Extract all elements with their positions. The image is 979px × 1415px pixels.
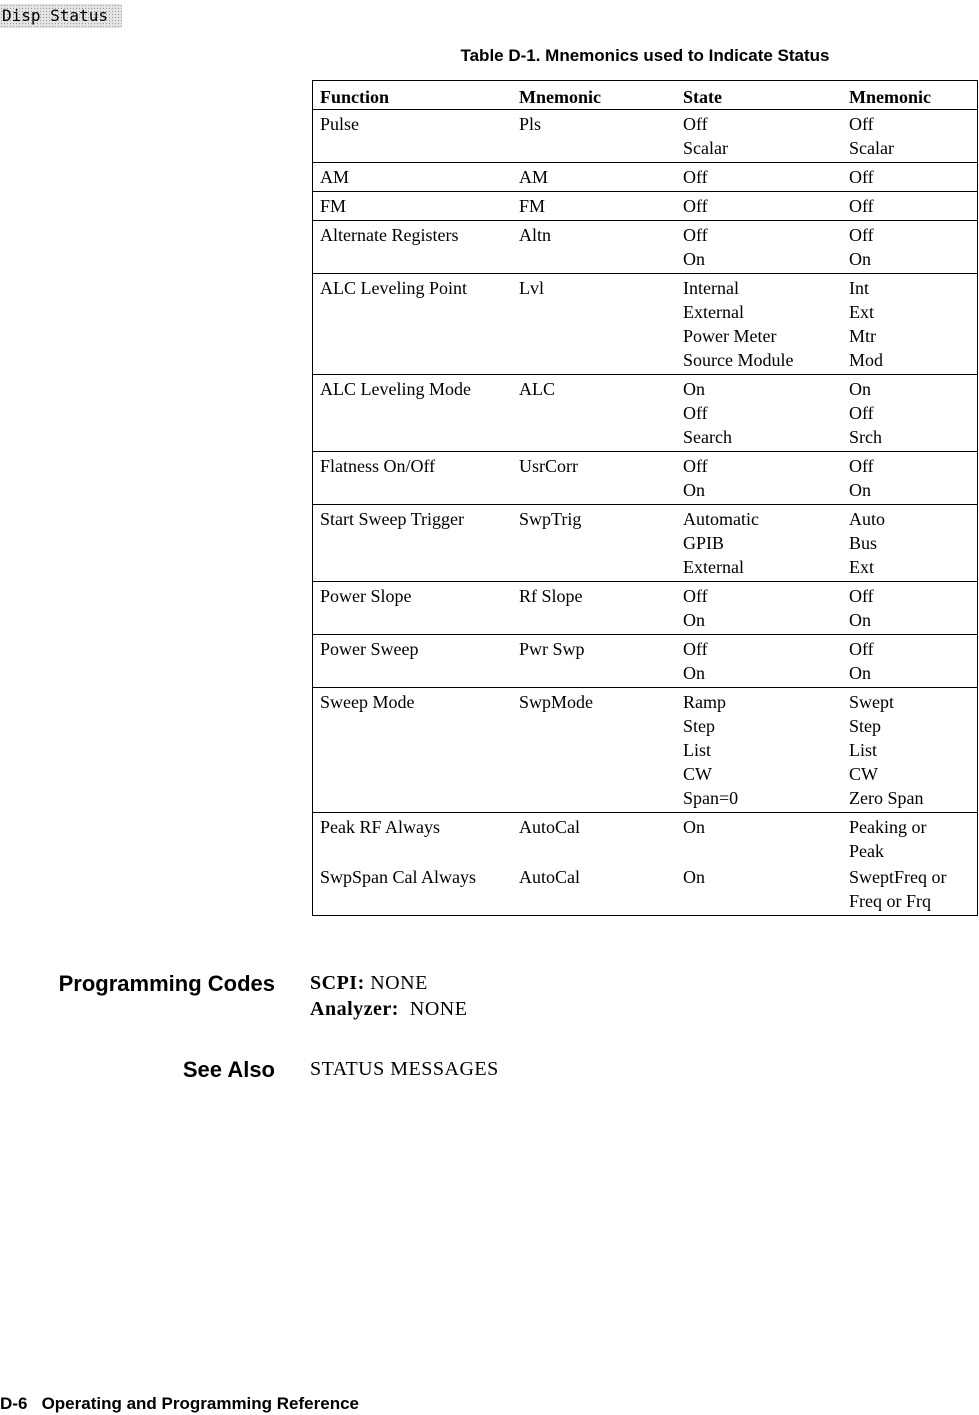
column-header-mnemonic: Mnemonic bbox=[512, 81, 676, 110]
state-mnemonic-value: On bbox=[849, 379, 871, 399]
table-row bbox=[313, 375, 978, 452]
state-mnemonic-cell bbox=[842, 375, 978, 452]
state-cell bbox=[676, 688, 842, 813]
table-row bbox=[313, 110, 978, 163]
state-value: Step bbox=[683, 716, 716, 736]
state-mnemonic-cell bbox=[842, 582, 978, 635]
state-mnemonic-value: CW bbox=[849, 764, 878, 784]
mnemonic-cell: Pwr Swp bbox=[512, 635, 676, 688]
footer-title: Operating and Programming Reference bbox=[41, 1394, 359, 1413]
state-mnemonic-value: Swept bbox=[849, 692, 894, 712]
state-cell bbox=[676, 505, 842, 582]
state-mnemonic-cell bbox=[842, 688, 978, 813]
state-mnemonic-value: Mod bbox=[849, 350, 884, 370]
analyzer-value: NONE bbox=[409, 998, 468, 1020]
state-mnemonic-value: Int bbox=[849, 278, 869, 298]
state-value: On bbox=[683, 379, 705, 399]
mnemonic-cell: Altn bbox=[512, 221, 676, 274]
state-mnemonic-cell bbox=[842, 163, 978, 192]
state-value: On bbox=[683, 480, 705, 500]
state-value: List bbox=[683, 740, 712, 760]
table-row bbox=[313, 452, 978, 505]
state-mnemonic-value: Srch bbox=[849, 427, 882, 447]
function-cell: Flatness On/Off bbox=[313, 452, 513, 505]
table-header-row bbox=[313, 81, 978, 110]
programming-codes-heading: Programming Codes bbox=[58, 971, 275, 996]
state-value: CW bbox=[683, 764, 712, 784]
table-row bbox=[313, 192, 978, 221]
function-cell: ALC Leveling Point bbox=[313, 274, 513, 375]
mnemonic-cell: Rf Slope bbox=[512, 582, 676, 635]
state-mnemonic-value: Off bbox=[849, 167, 874, 187]
state-mnemonic-value: Off bbox=[849, 225, 874, 245]
state-cell bbox=[676, 192, 842, 221]
function-cell: Alternate Registers bbox=[313, 221, 513, 274]
state-value: Span=0 bbox=[683, 788, 739, 808]
state-value: Off bbox=[683, 639, 708, 659]
state-value: Off bbox=[683, 456, 708, 476]
column-header-state: State bbox=[676, 81, 842, 110]
state-value: On bbox=[683, 817, 705, 837]
table-row bbox=[313, 505, 978, 582]
state-value: Off bbox=[683, 196, 708, 216]
state-value: Off bbox=[683, 225, 708, 245]
state-value: Ramp bbox=[683, 692, 726, 712]
state-mnemonic-value: Zero Span bbox=[849, 788, 924, 808]
mnemonic-cell: UsrCorr bbox=[512, 452, 676, 505]
mnemonic-cell: AutoCal bbox=[512, 813, 676, 866]
table-row bbox=[313, 274, 978, 375]
state-value: Off bbox=[683, 167, 708, 187]
state-mnemonic-value: On bbox=[849, 249, 871, 269]
mnemonic-cell: Pls bbox=[519, 114, 542, 134]
state-cell bbox=[676, 375, 842, 452]
state-mnemonic-cell bbox=[842, 452, 978, 505]
state-value: On bbox=[683, 610, 705, 630]
function-cell: Start Sweep Trigger bbox=[313, 505, 513, 582]
function-cell: Peak RF Always bbox=[313, 813, 513, 866]
state-mnemonic-value: Off bbox=[849, 639, 874, 659]
see-also-text: STATUS MESSAGES bbox=[310, 1058, 499, 1080]
state-mnemonic-cell bbox=[842, 505, 978, 582]
mnemonic-cell: AutoCal bbox=[519, 867, 580, 887]
state-cell bbox=[676, 452, 842, 505]
state-mnemonic-value: Off bbox=[849, 196, 874, 216]
table-row bbox=[313, 688, 978, 813]
state-value: External bbox=[683, 557, 744, 577]
state-value: Off bbox=[683, 586, 708, 606]
state-mnemonic-value: Freq or Frq bbox=[849, 891, 931, 911]
state-mnemonic-cell bbox=[842, 221, 978, 274]
state-value: On bbox=[683, 249, 705, 269]
state-mnemonic-value: Ext bbox=[849, 302, 874, 322]
state-mnemonic-value: Peaking or bbox=[849, 817, 927, 837]
state-mnemonic-value: Off bbox=[849, 403, 874, 423]
table-body bbox=[313, 110, 978, 916]
mnemonic-cell: ALC bbox=[512, 375, 676, 452]
state-mnemonic-value: Off bbox=[849, 586, 874, 606]
state-mnemonic-value: On bbox=[849, 663, 871, 683]
state-mnemonic-value: SweptFreq or bbox=[849, 867, 947, 887]
page-footer bbox=[0, 1394, 359, 1414]
state-mnemonic-value: On bbox=[849, 610, 871, 630]
state-cell bbox=[676, 865, 842, 916]
state-value: GPIB bbox=[683, 533, 725, 553]
mnemonic-cell: AM bbox=[512, 163, 676, 192]
state-cell bbox=[676, 274, 842, 375]
footer-page-number: D-6 bbox=[0, 1394, 28, 1413]
function-cell: Pulse bbox=[320, 114, 360, 134]
mnemonics-table bbox=[312, 80, 978, 916]
state-mnemonic-value: Step bbox=[849, 716, 882, 736]
state-mnemonic-cell bbox=[842, 274, 978, 375]
scpi-label: SCPI: bbox=[310, 972, 365, 994]
state-value: Internal bbox=[683, 278, 739, 298]
state-value: Search bbox=[683, 427, 732, 447]
programming-codes-body bbox=[310, 970, 467, 1022]
state-cell bbox=[676, 110, 842, 163]
mnemonic-cell: SwpTrig bbox=[512, 505, 676, 582]
function-cell: ALC Leveling Mode bbox=[313, 375, 513, 452]
function-cell: Power Sweep bbox=[313, 635, 513, 688]
function-cell: AM bbox=[313, 163, 513, 192]
table-row bbox=[313, 221, 978, 274]
state-cell bbox=[676, 635, 842, 688]
table-row bbox=[313, 582, 978, 635]
state-value: Off bbox=[683, 114, 708, 134]
column-header-function: Function bbox=[313, 81, 513, 110]
state-value: External bbox=[683, 302, 744, 322]
analyzer-line bbox=[310, 996, 467, 1022]
state-value: Source Module bbox=[683, 350, 794, 370]
state-mnemonic-value: Mtr bbox=[849, 326, 876, 346]
table-row bbox=[313, 865, 978, 916]
table-row bbox=[313, 635, 978, 688]
state-value: Power Meter bbox=[683, 326, 777, 346]
state-mnemonic-value: Ext bbox=[849, 557, 874, 577]
table-row bbox=[313, 813, 978, 866]
function-cell: SwpSpan Cal Always bbox=[320, 867, 477, 887]
state-value: Scalar bbox=[683, 138, 728, 158]
state-mnemonic-value: On bbox=[849, 480, 871, 500]
state-cell bbox=[676, 582, 842, 635]
state-cell bbox=[676, 813, 842, 866]
state-mnemonic-cell bbox=[842, 110, 978, 163]
state-value: Off bbox=[683, 403, 708, 423]
table-title: Table D-1. Mnemonics used to Indicate Status bbox=[460, 46, 830, 65]
scpi-line bbox=[310, 970, 467, 996]
softkey-label: Disp Status bbox=[0, 4, 122, 28]
mnemonic-cell: Lvl bbox=[512, 274, 676, 375]
state-mnemonic-value: Bus bbox=[849, 533, 878, 553]
function-cell: Power Slope bbox=[313, 582, 513, 635]
analyzer-label: Analyzer: bbox=[310, 998, 399, 1020]
state-mnemonic-value: Peak bbox=[849, 841, 884, 861]
state-mnemonic-value: Auto bbox=[849, 509, 885, 529]
table-row bbox=[313, 163, 978, 192]
see-also-heading: See Also bbox=[182, 1057, 275, 1082]
state-value: Automatic bbox=[683, 509, 759, 529]
state-mnemonic-value: Off bbox=[849, 456, 874, 476]
state-mnemonic-value: List bbox=[849, 740, 878, 760]
state-mnemonic-cell bbox=[842, 813, 978, 866]
state-value: On bbox=[683, 867, 705, 887]
state-mnemonic-cell bbox=[842, 865, 978, 916]
state-cell bbox=[676, 163, 842, 192]
state-mnemonic-value: Scalar bbox=[849, 138, 894, 158]
state-cell bbox=[676, 221, 842, 274]
mnemonic-cell: FM bbox=[512, 192, 676, 221]
function-cell: Sweep Mode bbox=[313, 688, 513, 813]
column-header-state-mnemonic: Mnemonic bbox=[842, 81, 978, 110]
mnemonic-cell: SwpMode bbox=[512, 688, 676, 813]
function-cell: FM bbox=[313, 192, 513, 221]
state-mnemonic-cell bbox=[842, 635, 978, 688]
state-mnemonic-value: Off bbox=[849, 114, 874, 134]
state-value: On bbox=[683, 663, 705, 683]
state-mnemonic-cell bbox=[842, 192, 978, 221]
scpi-value: NONE bbox=[370, 972, 428, 994]
